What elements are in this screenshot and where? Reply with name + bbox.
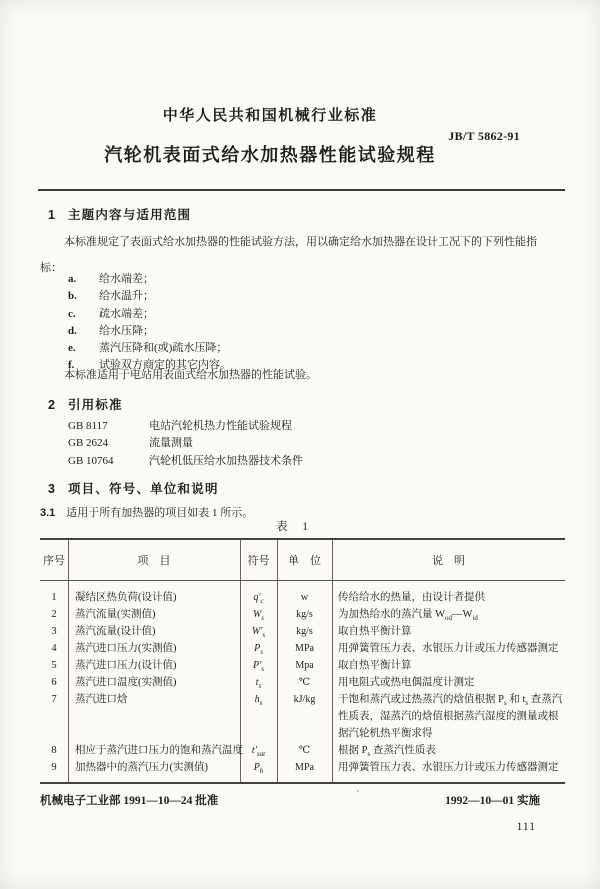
cell-no: 8 <box>51 745 57 756</box>
list-item-label: e. <box>68 342 76 355</box>
footer-approval: 机械电子工业部 1991—10—24 批准 <box>40 795 219 807</box>
section-1-title: 主题内容与适用范围 <box>67 208 192 222</box>
cell-unit: kg/s <box>296 609 313 620</box>
list-item-label: c. <box>68 307 76 320</box>
cell-unit: ℃ <box>298 677 311 688</box>
list-item-label: b. <box>68 290 77 303</box>
header-cell-symbol: 符号 <box>247 555 270 567</box>
list-item-text: 试验双方商定的其它内容。 <box>99 359 231 372</box>
list-item-label: f. <box>68 359 75 372</box>
list-item-label: a. <box>68 273 77 285</box>
cell-item: 蒸汽进口压力(实测值) <box>75 643 177 654</box>
cell-symbol: $t'_{sat}$ <box>251 745 266 758</box>
cell-unit: w <box>300 592 309 603</box>
reference-code: GB 10764 <box>68 454 114 467</box>
list-item <box>68 288 548 305</box>
cell-item: 蒸汽流量(设计值) <box>75 626 156 637</box>
cell-no: 5 <box>51 660 57 671</box>
cell-unit: MPa <box>295 762 314 773</box>
cell-desc: 传给给水的热量，由设计者提供 <box>338 592 485 603</box>
table-row <box>40 640 565 657</box>
list-item-text: 给水端差； <box>99 273 154 285</box>
cell-no: 9 <box>51 762 57 773</box>
list-item-text: 疏水端差； <box>99 307 154 320</box>
list-item-text: 蒸汽压降和(或)疏水压降； <box>99 342 228 355</box>
reference-item <box>68 418 303 435</box>
cell-unit: kJ/kg <box>293 694 316 705</box>
cell-symbol: $q'_c$ <box>253 592 264 605</box>
cell-desc: 用弹簧管压力表、水银压力计或压力传感器测定 <box>338 643 559 654</box>
cell-no: 4 <box>51 643 57 654</box>
section-1-number: 1 <box>48 208 55 222</box>
section-3-heading <box>48 479 219 497</box>
clause-number: 3.1 <box>40 507 56 519</box>
header-cell-desc: 说 明 <box>432 555 465 567</box>
section-3-title: 项目、符号、单位和说明 <box>67 482 219 496</box>
cell-symbol: $P'_s$ <box>252 660 265 673</box>
cell-desc: 用电阻式或热电偶温度计测定 <box>338 677 475 688</box>
cell-unit: MPa <box>295 643 314 654</box>
standard-org: 中华人民共和国机械行业标准 <box>162 107 378 124</box>
header-cell-unit: 单 位 <box>288 555 321 567</box>
table-row <box>40 691 565 742</box>
section-2-number: 2 <box>48 398 55 412</box>
cell-no: 6 <box>51 677 57 688</box>
list-item-label: d. <box>68 324 77 337</box>
reference-title: 汽轮机低压给水加热器技术条件 <box>149 454 303 467</box>
scan-artifact-mark: ' <box>357 789 359 800</box>
title-rule <box>38 189 565 191</box>
section-1-intro: 本标准规定了表面式给水加热器的性能试验方法，用以确定给水加热器在设计工况下的下列性能指标： <box>40 236 537 274</box>
cell-unit: ℃ <box>298 745 311 756</box>
cell-desc: 为加热给水的蒸汽量 $W_{od}—W_{id}$ <box>338 609 478 623</box>
table-header <box>40 540 565 581</box>
section-2-heading <box>48 395 123 413</box>
reference-list <box>68 418 303 470</box>
list-item-text: 给水温升； <box>99 290 154 303</box>
cell-item: 加热器中的蒸汽压力(实测值) <box>75 762 208 773</box>
cell-symbol: $P_h$ <box>253 762 264 775</box>
list-item <box>68 306 548 323</box>
reference-item <box>68 453 303 470</box>
list-item <box>68 340 548 357</box>
cell-desc: 干饱和蒸汽或过热蒸汽的焓值根据 $P_s$ 和 $t_s$ 查蒸汽性质表，湿蒸汽的焓值根据蒸汽湿度的测量或根据汽轮机热平衡求得 <box>338 694 563 739</box>
table-row <box>40 674 565 691</box>
reference-title: 电站汽轮机热力性能试验规程 <box>149 420 292 432</box>
table-body <box>40 581 565 782</box>
scope-list <box>68 271 548 375</box>
cell-desc: 取自热平衡计算 <box>338 660 412 671</box>
cell-desc: 用弹簧管压力表、水银压力计或压力传感器测定 <box>338 762 559 773</box>
footer-implementation: 1992—10—01 实施 <box>445 795 540 807</box>
section-1-heading <box>48 205 191 223</box>
cell-item: 蒸汽流量(实测值) <box>75 609 156 620</box>
cell-no: 7 <box>51 694 57 705</box>
cell-item: 蒸汽进口温度(实测值) <box>75 677 177 688</box>
cell-item: 蒸汽进口焓 <box>75 694 128 705</box>
table-row <box>40 759 565 776</box>
page-number: 111 <box>516 821 536 833</box>
cell-item: 相应于蒸汽进口压力的饱和蒸汽温度 <box>75 745 243 756</box>
table-row <box>40 742 565 759</box>
parameters-table <box>40 538 565 784</box>
reference-item <box>68 435 303 452</box>
cell-symbol: $W'_s$ <box>251 626 266 639</box>
cell-desc: 根据 $P_s$ 查蒸汽性质表 <box>338 745 436 759</box>
list-item <box>68 323 548 340</box>
cell-symbol: $h_s$ <box>254 694 263 707</box>
cell-desc: 取自热平衡计算 <box>338 626 412 637</box>
cell-symbol: $W_s$ <box>252 609 265 622</box>
cell-unit: kg/s <box>296 626 313 637</box>
table-row <box>40 589 565 606</box>
table-caption: 表 1 <box>275 521 315 533</box>
section-3-number: 3 <box>48 482 55 496</box>
list-item <box>68 271 548 288</box>
table-row <box>40 657 565 674</box>
section-2-title: 引用标准 <box>67 398 123 412</box>
header-cell-item: 项 目 <box>137 555 171 567</box>
cell-item: 凝结区热负荷(设计值) <box>75 592 177 603</box>
reference-code: GB 8117 <box>68 420 108 432</box>
cell-symbol: $P_s$ <box>254 643 263 656</box>
table-row <box>40 606 565 623</box>
header-cell-no: 序号 <box>43 555 65 567</box>
cell-item: 蒸汽进口压力(设计值) <box>75 660 177 671</box>
cell-no: 1 <box>51 592 57 603</box>
reference-code: GB 2624 <box>68 437 109 450</box>
cell-no: 2 <box>51 609 57 620</box>
cell-no: 3 <box>51 626 57 637</box>
standard-number: JB/T 5862-91 <box>448 129 520 143</box>
list-item-text: 给水压降； <box>99 324 154 337</box>
cell-symbol: $t_s$ <box>255 677 262 690</box>
document-title: 汽轮机表面式给水加热器性能试验规程 <box>104 145 436 165</box>
reference-title: 流量测量 <box>149 437 193 450</box>
section-1-closing: 本标准适用于电站用表面式给水加热器的性能试验。 <box>64 369 317 381</box>
cell-unit: Mpa <box>295 660 314 671</box>
table-row <box>40 623 565 640</box>
clause-text: 适用于所有加热器的项目如表 1 所示。 <box>66 507 254 519</box>
